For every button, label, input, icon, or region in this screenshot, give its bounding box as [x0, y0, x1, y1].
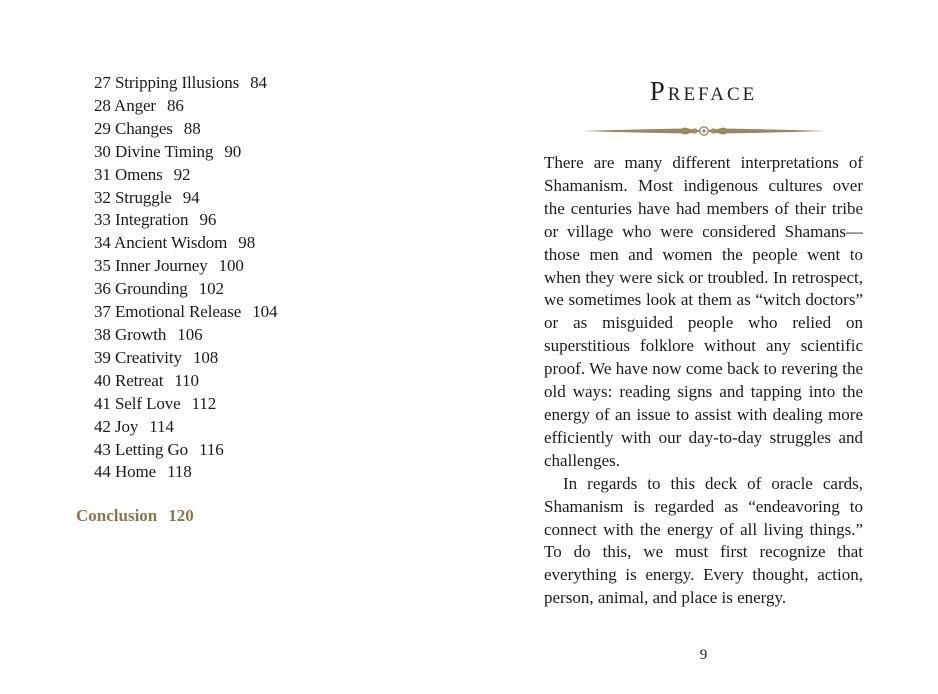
toc-entry-page: 94: [182, 187, 200, 207]
toc-entry-label: 31 Omens: [94, 164, 163, 184]
toc-entry: [94, 370, 277, 393]
toc-entry-page: 88: [183, 118, 201, 138]
toc-entry-page: 86: [167, 95, 184, 115]
toc-entry-page: 90: [224, 141, 242, 161]
toc-conclusion: [76, 506, 194, 526]
page-title: Preface: [649, 76, 758, 106]
toc-entry-label: 38 Growth: [94, 324, 167, 344]
toc-entry-page: 102: [198, 279, 224, 299]
toc-entry: [94, 461, 277, 484]
toc-entry: [94, 393, 277, 416]
toc-entry: [94, 118, 277, 141]
preface-body: [544, 152, 863, 610]
toc-entry-label: 44 Home: [94, 462, 157, 482]
toc-entry-page: 92: [173, 164, 191, 184]
table-of-contents: [94, 72, 277, 484]
toc-entry-label: 29 Changes: [94, 118, 173, 138]
toc-entry: [94, 324, 277, 347]
toc-entry: [94, 187, 277, 210]
preface-paragraph-2: In regards to this deck of oracle cards, Shamanism is regarded as “endeavoring to connect with the energy of all living things.” To do this, we must first recognize that everything is energy. Every thought, action, person, animal, and place is energy.: [544, 473, 863, 608]
toc-conclusion-page: 120: [168, 506, 194, 525]
toc-entry-page: 118: [167, 462, 192, 482]
toc-entry-page: 100: [218, 256, 244, 276]
toc-entry: [94, 255, 277, 278]
toc-entry-label: 30 Divine Timing: [94, 141, 214, 161]
toc-entry-label: 32 Struggle: [94, 187, 172, 207]
toc-entry: [94, 278, 277, 301]
toc-entry-label: 42 Joy: [94, 416, 139, 436]
toc-entry-label: 36 Grounding: [94, 279, 188, 299]
toc-entry-page: 108: [192, 347, 219, 367]
preface-paragraph-1: There are many different interpretations of Shamanism. Most indigenous cultures over the centuries have had members of their tribe or village who were considered Shamans—those men and women the people went to when they were sick or troubled. In retrospect, we sometimes look at them as “witch doctors” or as misguided people who relied on superstitious folklore without any scientific proof. We have now come back to revering the old ways: reading signs and tapping into the energy of an issue to assist with dealing more efficiently with our day-to-day struggles and challenges.: [544, 153, 863, 470]
toc-entry-label: 33 Integration: [94, 210, 189, 230]
toc-entry: [94, 72, 277, 95]
toc-entry-page: 104: [252, 302, 278, 322]
toc-entry: [94, 232, 277, 255]
toc-conclusion-label: Conclusion: [76, 506, 158, 525]
toc-entry-page: 110: [174, 370, 199, 390]
toc-entry-page: 106: [177, 324, 203, 344]
toc-entry-page: 114: [149, 416, 174, 436]
flourish-divider-icon: [581, 124, 827, 138]
toc-entry: [94, 439, 277, 462]
right-page: [469, 0, 938, 694]
toc-entry-label: 43 Letting Go: [94, 439, 189, 459]
toc-entry: [94, 416, 277, 439]
toc-entry-page: 112: [191, 393, 217, 413]
toc-entry-label: 37 Emotional Release: [94, 302, 242, 322]
toc-entry-label: 35 Inner Journey: [94, 256, 208, 276]
toc-entry: [94, 347, 277, 370]
toc-entry-label: 27 Stripping Illusions: [94, 73, 240, 92]
toc-entry-page: 98: [238, 233, 256, 253]
toc-entry: [94, 95, 277, 118]
toc-entry-page: 84: [250, 73, 267, 92]
toc-entry-label: 41 Self Love: [94, 393, 181, 413]
toc-entry: [94, 301, 277, 324]
toc-entry: [94, 141, 277, 164]
toc-entry-page: 116: [199, 439, 224, 459]
toc-entry-label: 28 Anger: [94, 95, 156, 115]
toc-entry-label: 40 Retreat: [94, 370, 164, 390]
toc-entry-label: 34 Ancient Wisdom: [94, 233, 228, 253]
toc-entry-page: 96: [199, 210, 217, 230]
page-number: 9: [699, 647, 708, 663]
toc-entry-label: 39 Creativity: [94, 347, 182, 367]
toc-entry: [94, 209, 277, 232]
toc-entry: [94, 164, 277, 187]
